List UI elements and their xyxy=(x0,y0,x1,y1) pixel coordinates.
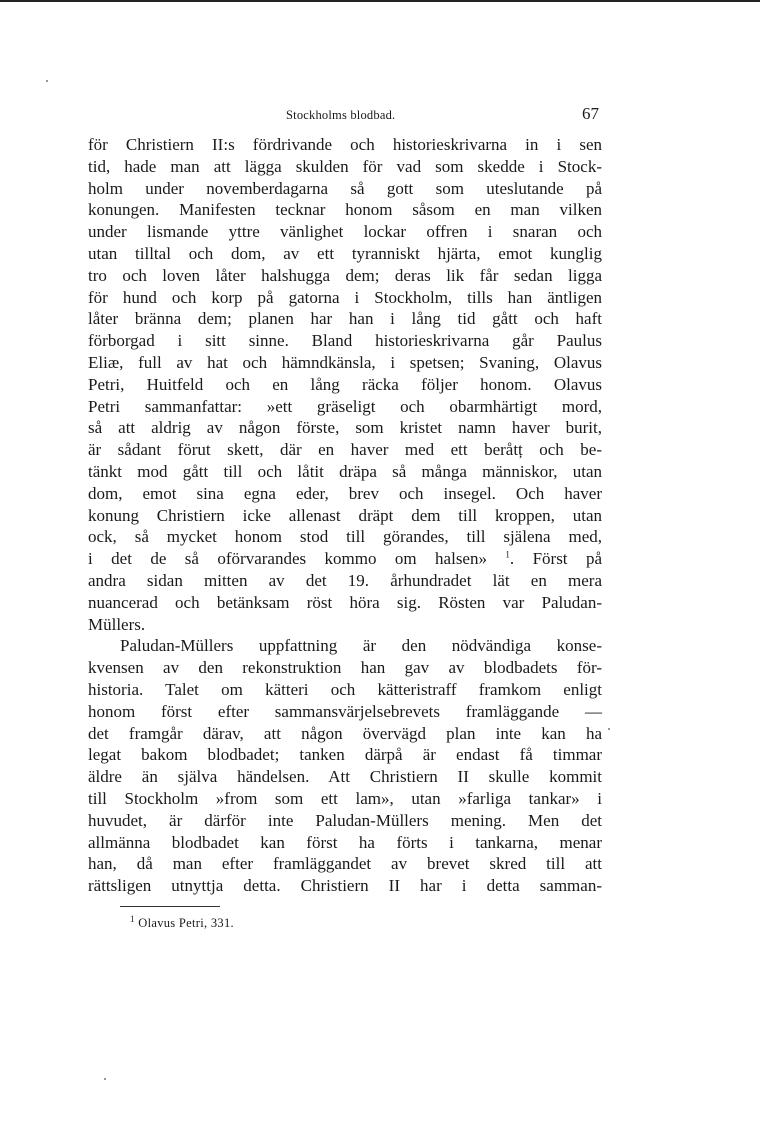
page-number: 67 xyxy=(582,104,599,123)
text-line: han, då man efter framläggandet av brevet skred till att xyxy=(88,854,602,874)
text-line: historia. Talet om kätteri och kätteristraff framkom enligt xyxy=(88,679,602,699)
body-text xyxy=(88,134,602,897)
line-text: i det de så oförvarandes kommo om halsen» xyxy=(88,549,487,569)
text-line: rättsligen utnyttja detta. Christiern II har i detta samman- xyxy=(88,876,602,896)
text-line: Paludan-Müllers uppfattning är den nödvändiga konse- xyxy=(120,636,602,656)
text-line: äldre än själva händelsen. Att Christiern II skulle kommit xyxy=(88,767,602,787)
running-head: Stockholms blodbad. xyxy=(286,108,396,122)
text-line: huvudet, är därför inte Paludan-Müllers mening. Men det xyxy=(88,810,602,830)
text-line: tid, hade man att lägga skulden för vad som skedde i Stock- xyxy=(88,156,602,176)
text-line-with-footnote-ref xyxy=(88,548,602,570)
footnote-text: Olavus Petri, 331. xyxy=(138,916,234,930)
text-line: är sådant förut skett, där en haver med ett beråtț och be- xyxy=(88,440,602,460)
scan-speck xyxy=(104,1078,106,1080)
line-text-continued: . Först på xyxy=(509,549,602,569)
scan-speck xyxy=(608,728,610,730)
text-line: honom först efter sammansvärjelsebrevets framläggande — xyxy=(88,701,602,721)
text-line: för Christiern II:s fördrivande och historieskrivarna in i sen xyxy=(88,135,602,154)
text-line: Petri sammanfattar: »ett gräseligt och obarmhärtigt mord, xyxy=(88,396,602,416)
text-line: under lismande yttre vänlighet lockar offren i snaran och xyxy=(88,222,602,242)
text-line: Müllers. xyxy=(88,614,146,634)
text-line: kvensen av den rekonstruktion han gav av blodbadets för- xyxy=(88,658,602,678)
text-line: för hund och korp på gatorna i Stockholm, tills han äntligen xyxy=(88,287,602,307)
text-line: förborgad i sitt sinne. Bland historieskrivarna går Paulus xyxy=(88,331,602,351)
text-line: konungen. Manifesten tecknar honom såsom en man vilken xyxy=(88,200,602,220)
text-line: utan tilltal och dom, av ett tyranniskt hjärta, emot kunglig xyxy=(88,243,602,263)
text-line: det framgår därav, att någon övervägd plan inte kan ha xyxy=(88,723,602,743)
text-line: legat bakom blodbadet; tanken därpå är endast få timmar xyxy=(88,745,602,765)
text-line: Eliæ, full av hat och hämndkänsla, i spetsen; Svaning, Olavus xyxy=(88,352,602,372)
footnote-marker: 1 xyxy=(130,913,135,924)
text-line: tänkt mod gått till och låtit dräpa så många människor, utan xyxy=(88,461,602,481)
footnote-divider xyxy=(120,906,220,907)
footnote xyxy=(130,913,234,931)
footnote-ref: 1 xyxy=(505,549,510,560)
text-line: så att aldrig av någon förste, som kristet namn haver burit, xyxy=(88,418,602,438)
text-line: dom, emot sina egna eder, brev och insegel. Och haver xyxy=(88,483,602,503)
text-line: nuancerad och betänksam röst höra sig. Rösten var Paludan- xyxy=(88,592,602,612)
scan-speck xyxy=(46,80,48,82)
text-line: låter bränna dem; planen har han i lång tid gått och haft xyxy=(88,309,602,329)
text-line: till Stockholm »from som ett lam», utan »farliga tankar» i xyxy=(88,788,602,808)
text-line: ock, så mycket honom stod till görandes, till själena med, xyxy=(88,527,602,547)
text-line: tro och loven låter halshugga dem; deras lik får sedan ligga xyxy=(88,265,602,285)
text-line: Petri, Huitfeld och en lång räcka följer honom. Olavus xyxy=(88,374,602,394)
text-line: holm under novemberdagarna så gott som uteslutande på xyxy=(88,178,602,198)
text-line: konung Christiern icke allenast dräpt dem till kroppen, utan xyxy=(88,505,602,525)
text-line: allmänna blodbadet kan först ha förts i tankarna, menar xyxy=(88,832,602,852)
scan-top-edge xyxy=(0,0,760,2)
text-line: andra sidan mitten av det 19. århundradet lät en mera xyxy=(88,570,602,590)
